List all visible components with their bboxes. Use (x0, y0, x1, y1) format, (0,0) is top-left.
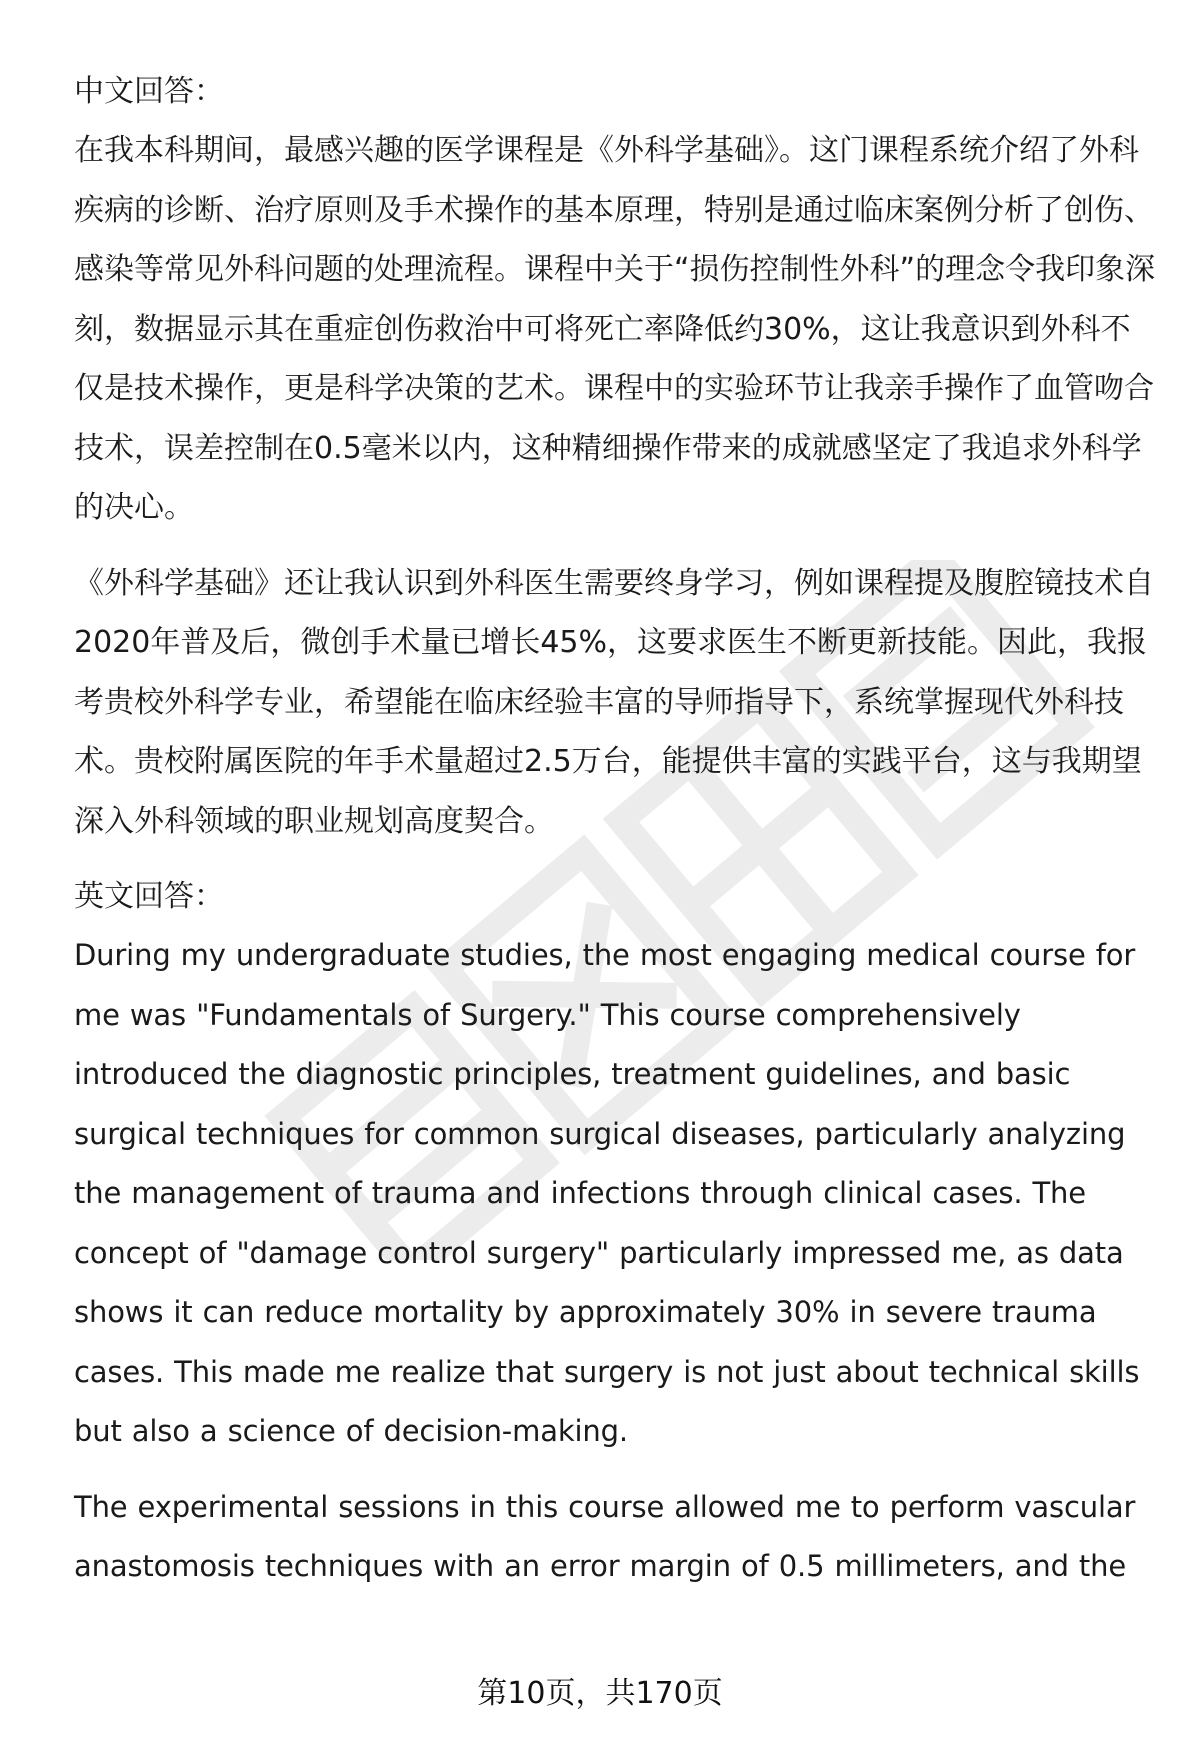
english-answer-paragraph-1: During my undergraduate studies, the most engaging medical course for me was "Fundamentals of Surgery." This course comprehensively introduced the diagnostic principles, treatment guidelines, and basic surgical techniques for common surgical diseases, particularly analyzing the management of trauma and infections through clinical cases. The concept of "damage control surgery" particularly impressed me, as data shows it can reduce mortality by approximately 30% in severe trauma cases. This made me realize that surgery is not just about technical skills but also a science of decision-making. (74, 938, 1140, 1448)
chinese-answer-paragraph-2: 《外科学基础》还让我认识到外科医生需要终身学习，例如课程提及腹腔镜技术自2020年普及后，微创手术量已增长45%，这要求医生不断更新技能。因此，我报考贵校外科学专业，希望能在临床经验丰富的导师指导下，系统掌握现代外科技术。贵校附属医院的年手术量超过2.5万台，能提供丰富的实践平台，这与我期望深入外科领域的职业规划高度契合。 (74, 565, 1154, 839)
english-answer-heading: 英文回答： (74, 879, 224, 914)
chinese-answer-paragraph-1: 在我本科期间，最感兴趣的医学课程是《外科学基础》。这门课程系统介绍了外科疾病的诊断、治疗原则及手术操作的基本原理，特别是通过临床案例分析了创伤、感染等常见外科问题的处理流程。课程中关于“损伤控制性外科”的理念令我印象深刻，数据显示其在重症创伤救治中可将死亡率降低约30%，这让我意识到外科不仅是技术操作，更是科学决策的艺术。课程中的实验环节让我亲手操作了血管吻合技术，误差控制在0.5毫米以内，这种精细操作带来的成就感坚定了我追求外科学的决心。 (74, 133, 1156, 525)
chinese-answer-heading: 中文回答： (74, 74, 224, 109)
english-answer-paragraph-2: The experimental sessions in this course allowed me to perform vascular anastomosis techniques with an error margin of 0.5 millimeters, and the (74, 1489, 1136, 1583)
page-number: 第10页，共170页 (477, 1676, 723, 1711)
document-body (74, 62, 1160, 1597)
